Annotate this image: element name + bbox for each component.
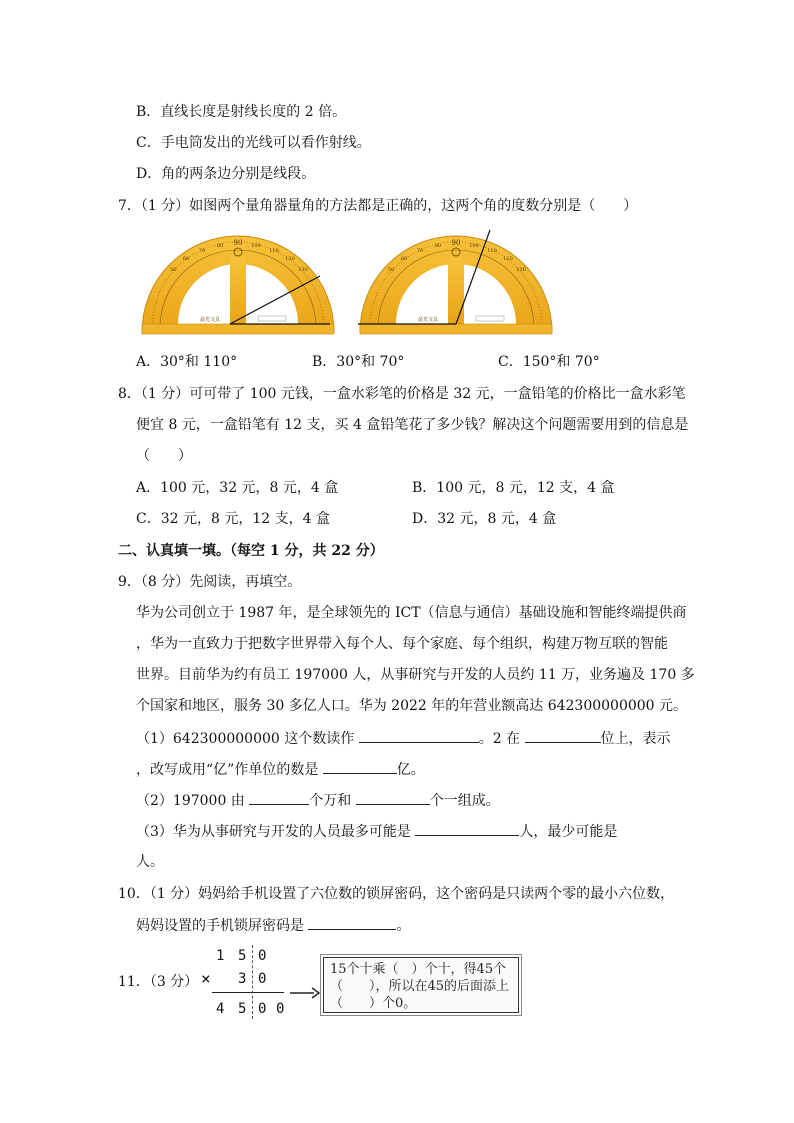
q10-text-end: 。: [396, 918, 411, 934]
digit: 3: [238, 971, 247, 987]
q7-stem: 7．（1 分）如图两个量角器量角的方法都是正确的，这两个角的度数分别是（ ）: [118, 198, 638, 214]
digit: 0: [276, 1001, 285, 1017]
protractor-brand: 晨光文具: [418, 317, 439, 323]
result-line: [212, 992, 284, 993]
q9-sub1-text-e: 亿。: [396, 762, 425, 778]
q7-option-c: C．150°和 70°: [498, 354, 600, 370]
q7-option-a: A．30°和 110°: [136, 354, 238, 370]
protractor-label-60: 60: [400, 256, 408, 262]
q9-stem: 9．（8 分）先阅读，再填空。: [118, 574, 302, 590]
section-title: 二、认真填一填。（每空 1 分，共 22 分）: [118, 543, 384, 559]
q8-stem-line3: （ ）: [136, 448, 192, 464]
q11-box-line1: 15个十乘（ ）个十，得45个: [330, 962, 507, 977]
q11-label: 11．（3 分）: [118, 974, 199, 990]
q9-paragraph-line3: 世界。目前华为约有员工 197000 人，从事研究与开发的人员约 11 万，业务遍及 170 多: [136, 667, 695, 683]
q8-option-b: B．100 元，8 元，12 支，4 盒: [412, 480, 615, 496]
arrow-right-icon: [290, 987, 320, 999]
multiply-sign: ×: [201, 969, 211, 988]
protractor-label-110: 110: [487, 248, 497, 254]
q9-sub2-text-b: 个万和: [309, 793, 352, 809]
protractor-label-80: 80: [434, 243, 442, 249]
protractor-label-100: 100: [251, 243, 261, 249]
q8-option-c: C．32 元，8 元，12 支，4 盒: [136, 511, 330, 527]
protractor-label-130: 130: [516, 267, 526, 273]
q9-sub1-line1: [136, 728, 671, 749]
q11-box-line3: （ ）个0。: [330, 996, 417, 1011]
digit: 0: [258, 971, 267, 987]
q10-text: 妈妈设置的手机锁屏密码是: [136, 918, 304, 934]
protractor-figure-1: [138, 228, 338, 338]
q9-sub1-text-c: 位上，表示: [600, 731, 671, 747]
q8-stem-line1: 8．（1 分）可可带了 100 元钱，一盒水彩笔的价格是 32 元，一盒铅笔的价格比一盒水彩笔: [118, 386, 686, 402]
q9-paragraph-line1: 华为公司创立于 1987 年，是全球领先的 ICT（信息与通信）基础设施和智能终端提供商: [136, 605, 687, 621]
answer-blank[interactable]: [415, 821, 519, 836]
protractor-label-90: 90: [233, 239, 243, 247]
q10-stem-line2: [136, 915, 410, 936]
protractor-figure-2: [356, 228, 556, 338]
q9-sub3-text-a: （3）华为从事研究与开发的人员最多可能是: [136, 824, 411, 840]
digit: 1: [216, 948, 225, 964]
q6-option-d: D．角的两条边分别是线段。: [136, 166, 316, 182]
answer-blank[interactable]: [308, 915, 396, 930]
q11-explanation-box: [323, 957, 519, 1013]
q6-option-b: B．直线长度是射线长度的 2 倍。: [136, 104, 347, 120]
q9-paragraph-line2: ，华为一直致力于把数字世界带入每个人、每个家庭、每个组织，构建万物互联的智能: [136, 636, 668, 652]
q11-multiplication-figure: [198, 945, 298, 1020]
protractor-label-100: 100: [469, 243, 479, 249]
place-divider: [252, 945, 253, 1019]
q9-paragraph-line4: 个国家和地区，服务 30 多亿人口。华为 2022 年的年营业额高达 642300000000 元。: [136, 698, 688, 714]
q11-box-line2: （ ），所以在45的后面添上: [330, 979, 510, 994]
digit: 5: [238, 948, 247, 964]
q10-stem-line1: 10．（1 分）妈妈给手机设置了六位数的锁屏密码，这个密码是只读两个零的最小六位数，: [118, 886, 675, 902]
protractor-label-80: 80: [216, 243, 224, 249]
protractor-label-50: 50: [169, 267, 177, 273]
q8-option-d: D．32 元，8 元，4 盒: [412, 511, 557, 527]
protractor-label-70: 70: [198, 248, 206, 254]
q8-option-a: A．100 元，32 元，8 元，4 盒: [136, 480, 339, 496]
q9-sub2-text-c: 个一组成。: [429, 793, 500, 809]
q9-sub2-text-a: （2）197000 由: [136, 793, 245, 809]
digit: 5: [238, 1001, 247, 1017]
answer-blank[interactable]: [323, 759, 397, 774]
digit: 0: [258, 948, 267, 964]
protractor-label-120: 120: [503, 256, 513, 262]
protractor-label-60: 60: [182, 256, 190, 262]
protractor-brand: 晨光文具: [200, 317, 221, 323]
digit: 0: [258, 1001, 267, 1017]
q9-sub3-line2: 人。: [136, 854, 164, 870]
q9-sub1-text-d: ，改写成用“亿”作单位的数是: [136, 762, 319, 778]
protractor-label-120: 120: [285, 256, 295, 262]
answer-blank[interactable]: [359, 728, 479, 743]
q7-option-b: B．30°和 70°: [312, 354, 405, 370]
digit: 4: [216, 1001, 225, 1017]
q6-option-c: C．手电筒发出的光线可以看作射线。: [136, 135, 371, 151]
q9-sub1-text-a: （1）642300000000 这个数读作: [136, 731, 355, 747]
q9-sub3-line1: [136, 821, 617, 842]
answer-blank[interactable]: [525, 728, 601, 743]
answer-blank[interactable]: [249, 790, 309, 805]
protractor-label-90: 90: [451, 239, 461, 247]
protractor-label-110: 110: [269, 248, 279, 254]
protractor-label-70: 70: [416, 248, 424, 254]
q8-stem-line2: 便宜 8 元，一盒铅笔有 12 支，买 4 盒铅笔花了多少钱？解决这个问题需要用到的信息是: [136, 417, 689, 433]
protractor-label-130: 130: [298, 267, 308, 273]
q9-sub2: [136, 790, 500, 811]
q9-sub1-line2: [136, 759, 425, 780]
protractor-label-50: 50: [387, 267, 395, 273]
answer-blank[interactable]: [356, 790, 430, 805]
q9-sub3-text-b: 人，最少可能是: [519, 824, 618, 840]
q9-sub1-text-b: 。2 在: [478, 731, 521, 747]
